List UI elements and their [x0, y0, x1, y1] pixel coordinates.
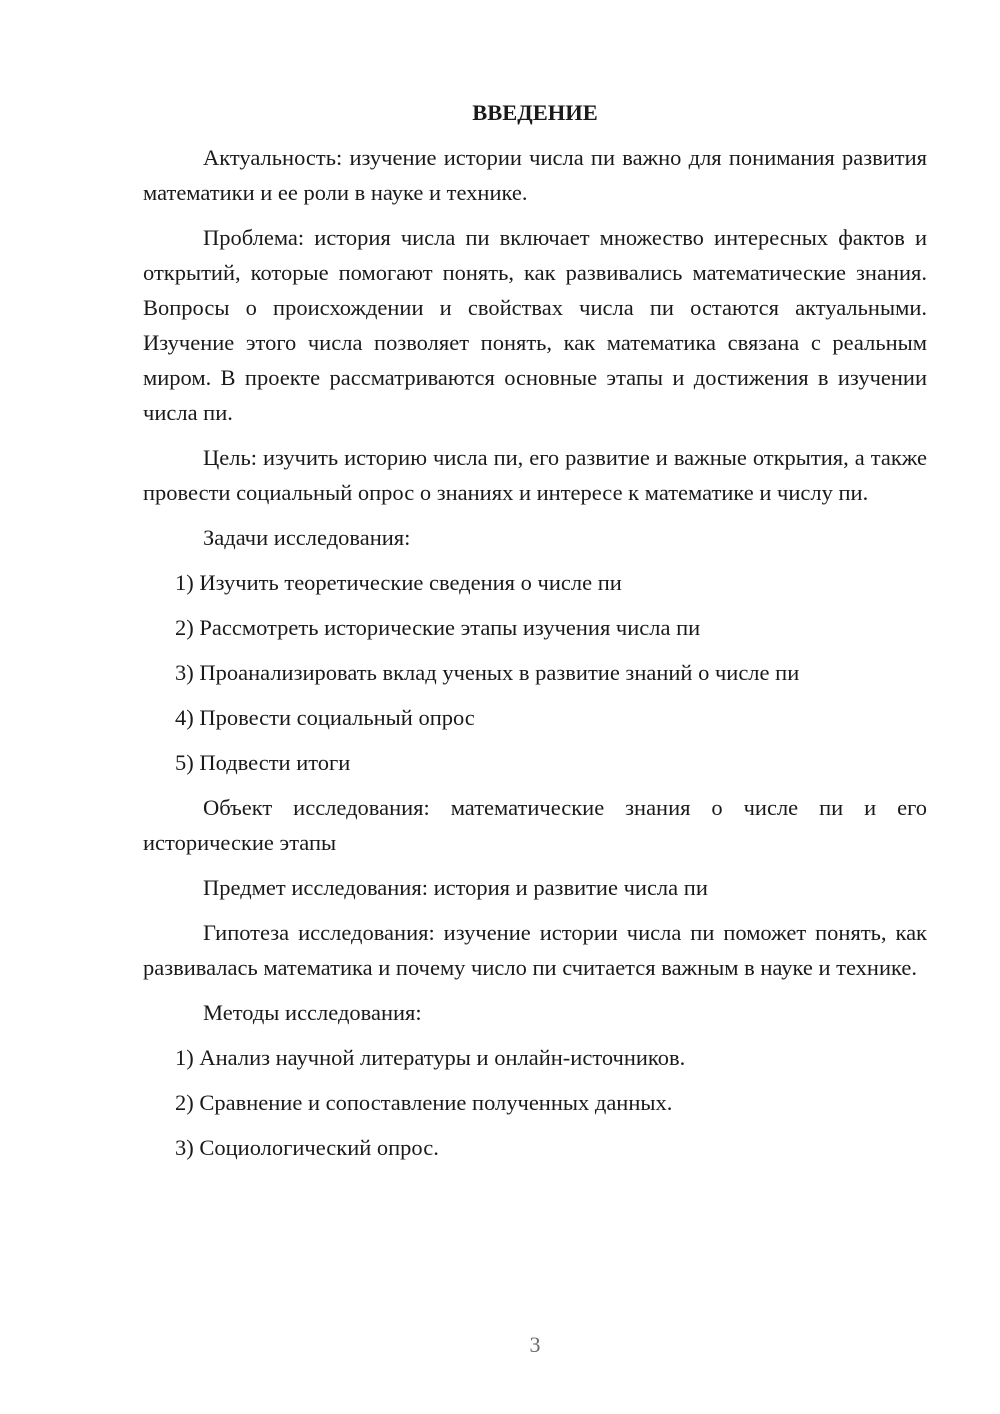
tasks-list: [143, 565, 927, 780]
page-content: [143, 95, 927, 1175]
methods-list: [143, 1040, 927, 1165]
goal-paragraph: Цель: изучить историю числа пи, его развитие и важные открытия, а также провести социальный опрос о знаниях и интересе к математике и числу пи.: [143, 445, 927, 505]
problem-paragraph: Проблема: история числа пи включает множество интересных фактов и открытий, которые помогают понять, как развивались математические знания. Вопросы о происхождении и свойствах числа пи остаются актуальными. Изучение этого числа позволяет понять, как математика связана с реальным миром. В проекте рассматриваются основные этапы и достижения в изучении числа пи.: [143, 225, 927, 425]
tasks-heading: Задачи исследования:: [203, 525, 411, 550]
task-item: 3) Проанализировать вклад ученых в развитие знаний о числе пи: [175, 660, 800, 685]
task-item: 1) Изучить теоретические сведения о числе пи: [175, 570, 622, 595]
page-number: 3: [529, 1332, 541, 1357]
hypothesis-paragraph: Гипотеза исследования: изучение истории числа пи поможет понять, как развивалась математика и почему число пи считается важным в науке и технике.: [143, 920, 927, 980]
method-item: 3) Социологический опрос.: [175, 1135, 439, 1160]
method-item: 1) Анализ научной литературы и онлайн-источников.: [175, 1045, 686, 1070]
object-paragraph: Объект исследования: математические знания о числе пи и его исторические этапы: [143, 795, 927, 855]
methods-heading: Методы исследования:: [203, 1000, 422, 1025]
relevance-paragraph: Актуальность: изучение истории числа пи важно для понимания развития математики и ее роли в науке и технике.: [143, 145, 927, 205]
section-title: ВВЕДЕНИЕ: [472, 100, 598, 125]
method-item: 2) Сравнение и сопоставление полученных данных.: [175, 1090, 673, 1115]
task-item: 4) Провести социальный опрос: [175, 705, 475, 730]
task-item: 5) Подвести итоги: [175, 750, 351, 775]
subject-paragraph: Предмет исследования: история и развитие числа пи: [203, 875, 708, 900]
task-item: 2) Рассмотреть исторические этапы изучения числа пи: [175, 615, 701, 640]
